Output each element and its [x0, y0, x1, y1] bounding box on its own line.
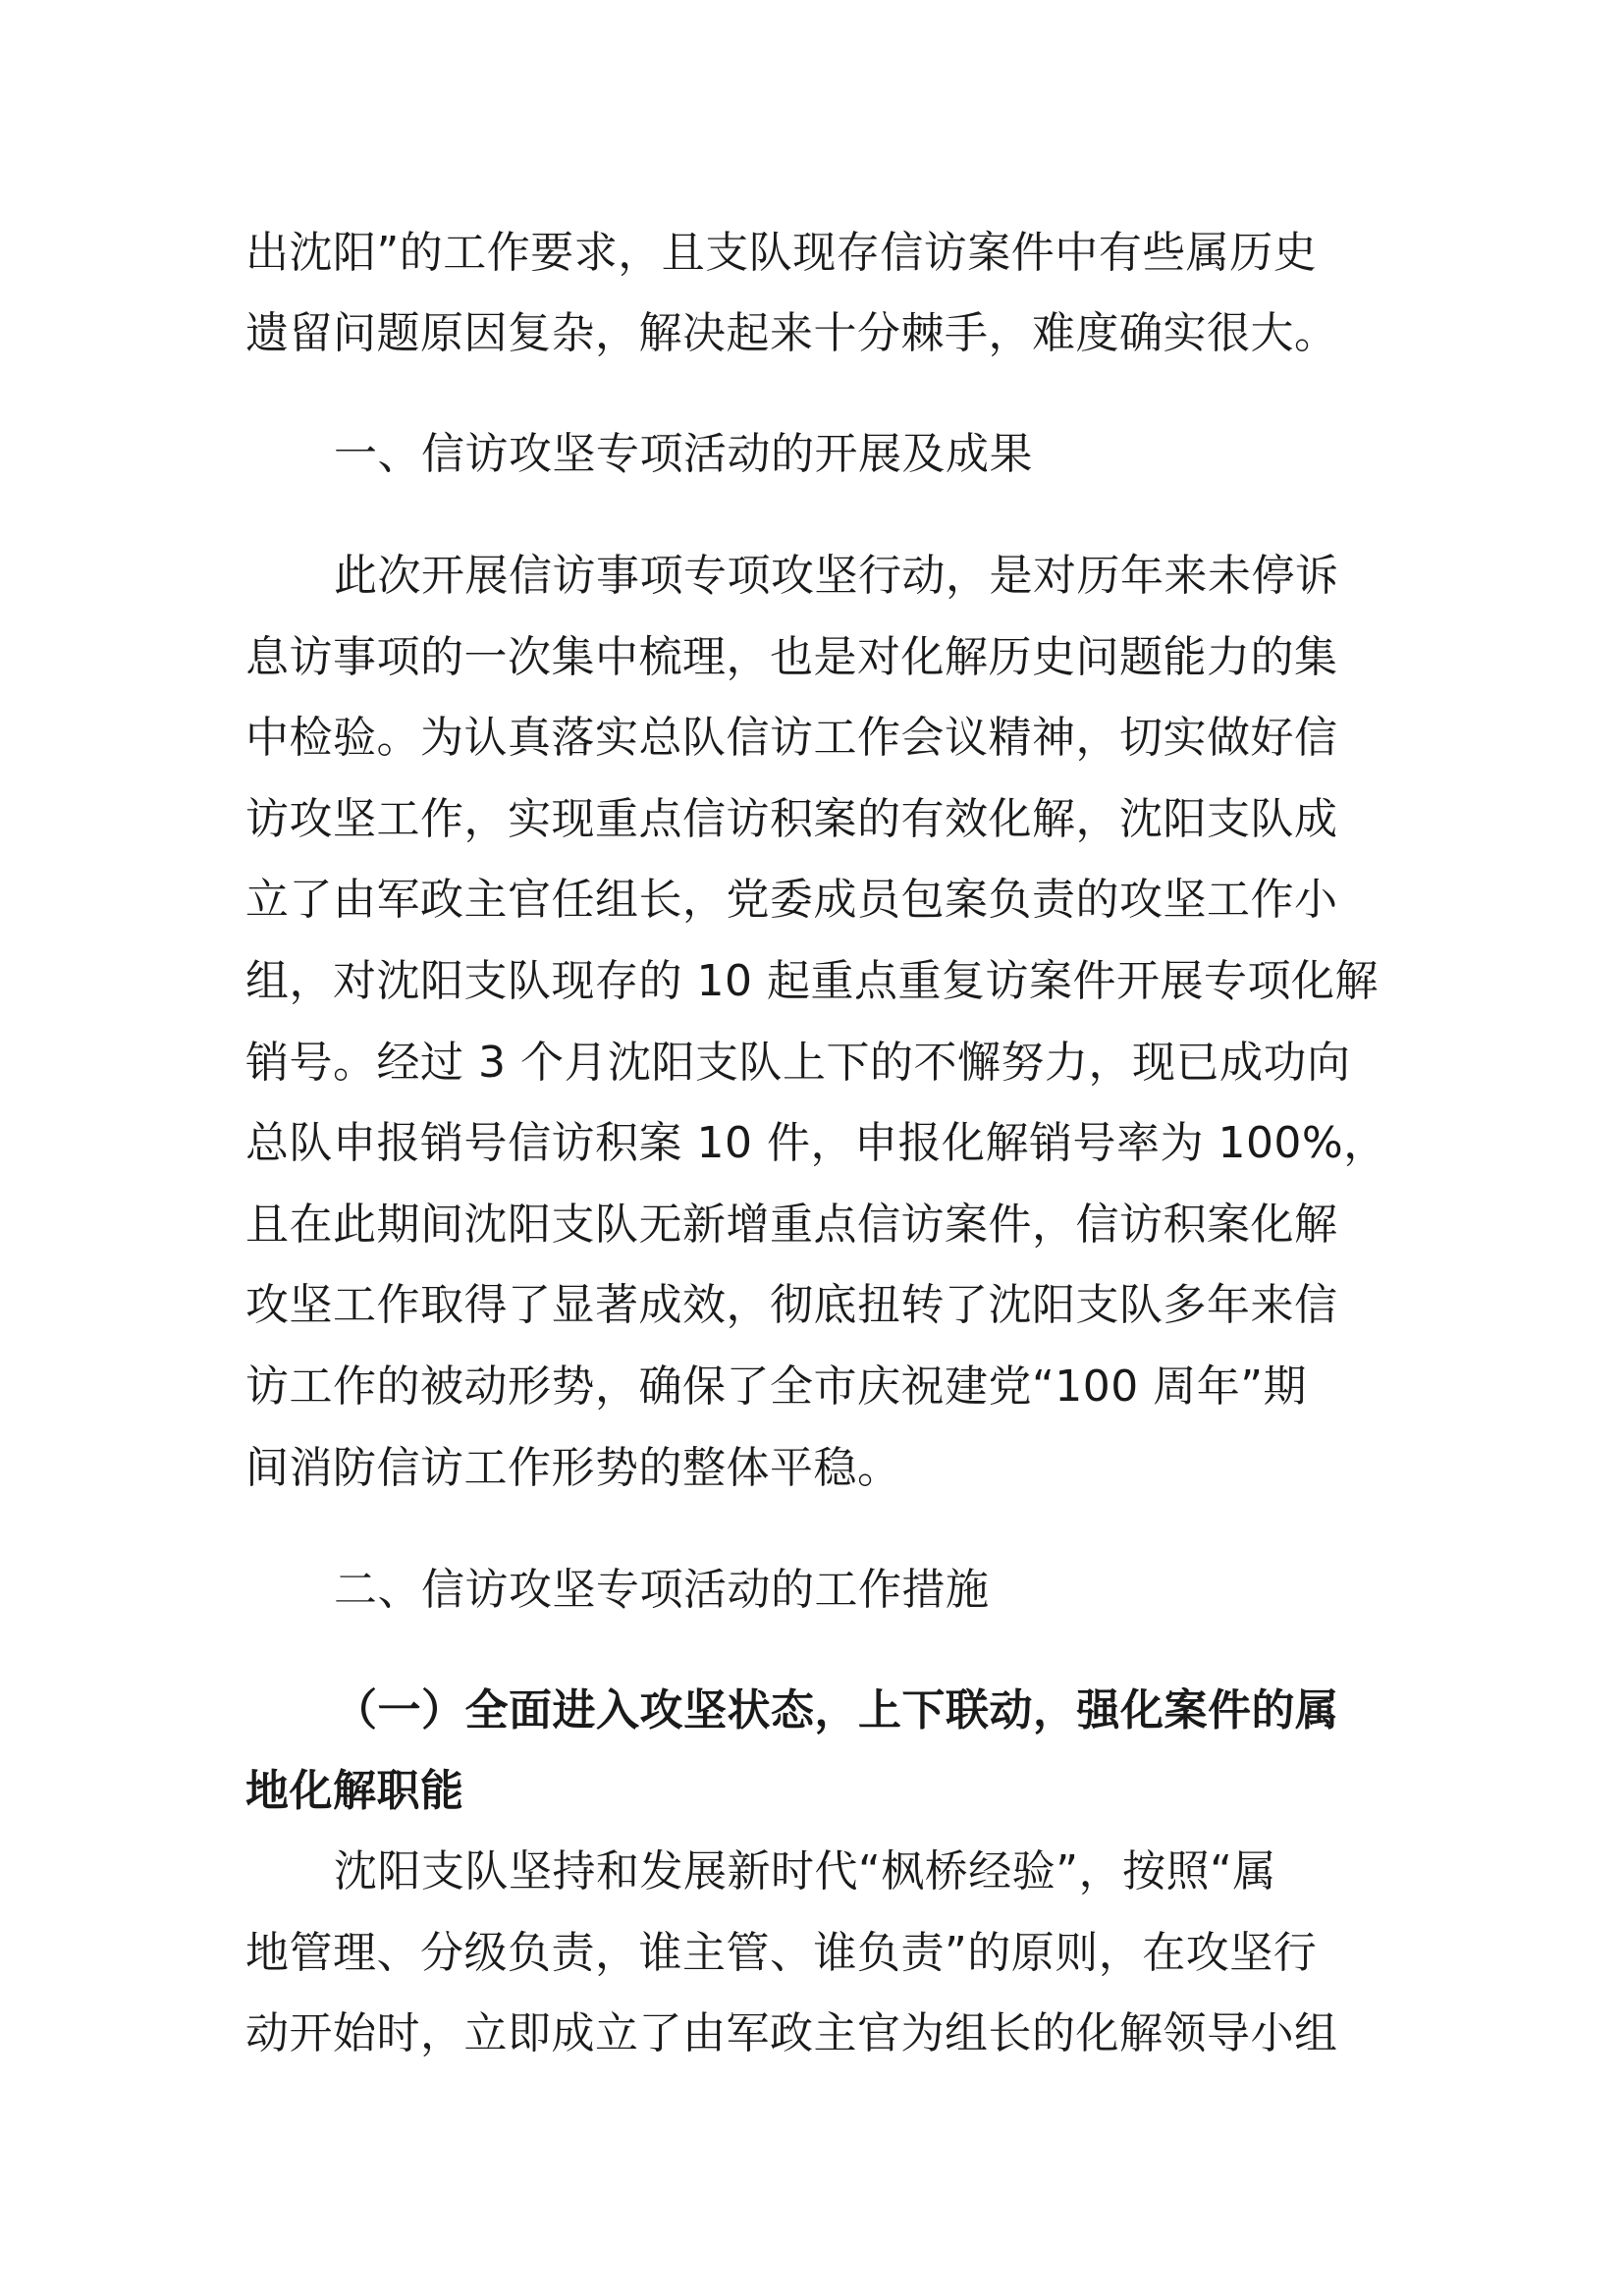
section-heading-2: 二、信访攻坚专项活动的工作措施	[334, 1565, 990, 1615]
paragraph-line: 沈阳支队坚持和发展新时代“枫桥经验”，按照“属	[334, 1846, 1276, 1896]
subsection-heading: （一）全面进入攻坚状态，上下联动，强化案件的属	[334, 1685, 1339, 1735]
paragraph-line: 总队申报销号信访积案 10 件，申报化解销号率为 100%，	[245, 1118, 1387, 1168]
subsection-heading-cont: 地化解职能	[245, 1766, 464, 1816]
paragraph-line: 立了由军政主官任组长，党委成员包案负责的攻坚工作小	[245, 875, 1338, 925]
paragraph-line: 出沈阳”的工作要求，且支队现存信访案件中有些属历史	[245, 228, 1318, 278]
paragraph-line: 访攻坚工作，实现重点信访积案的有效化解，沈阳支队成	[245, 794, 1338, 844]
paragraph-line: 组，对沈阳支队现存的 10 起重点重复访案件开展专项化解	[245, 956, 1379, 1006]
paragraph-line: 遗留问题原因复杂，解决起来十分棘手，难度确实很大。	[245, 308, 1338, 358]
paragraph-line: 攻坚工作取得了显著成效，彻底扭转了沈阳支队多年来信	[245, 1280, 1338, 1330]
paragraph-line: 访工作的被动形势，确保了全市庆祝建党“100 周年”期	[245, 1362, 1308, 1412]
paragraph-line: 息访事项的一次集中梳理，也是对化解历史问题能力的集	[245, 632, 1338, 682]
paragraph-line: 中检验。为认真落实总队信访工作会议精神，切实做好信	[245, 713, 1338, 763]
paragraph-line: 此次开展信访事项专项攻坚行动，是对历年来未停诉	[334, 551, 1339, 601]
section-heading-1: 一、信访攻坚专项活动的开展及成果	[334, 429, 1033, 479]
paragraph-line: 动开始时，立即成立了由军政主官为组长的化解领导小组	[245, 2008, 1338, 2058]
paragraph-line: 销号。经过 3 个月沈阳支队上下的不懈努力，现已成功向	[245, 1038, 1351, 1088]
paragraph-line: 间消防信访工作形势的整体平稳。	[245, 1443, 901, 1493]
paragraph-line: 地管理、分级负责，谁主管、谁负责”的原则，在攻坚行	[245, 1928, 1318, 1978]
paragraph-line: 且在此期间沈阳支队无新增重点信访案件，信访积案化解	[245, 1200, 1338, 1250]
